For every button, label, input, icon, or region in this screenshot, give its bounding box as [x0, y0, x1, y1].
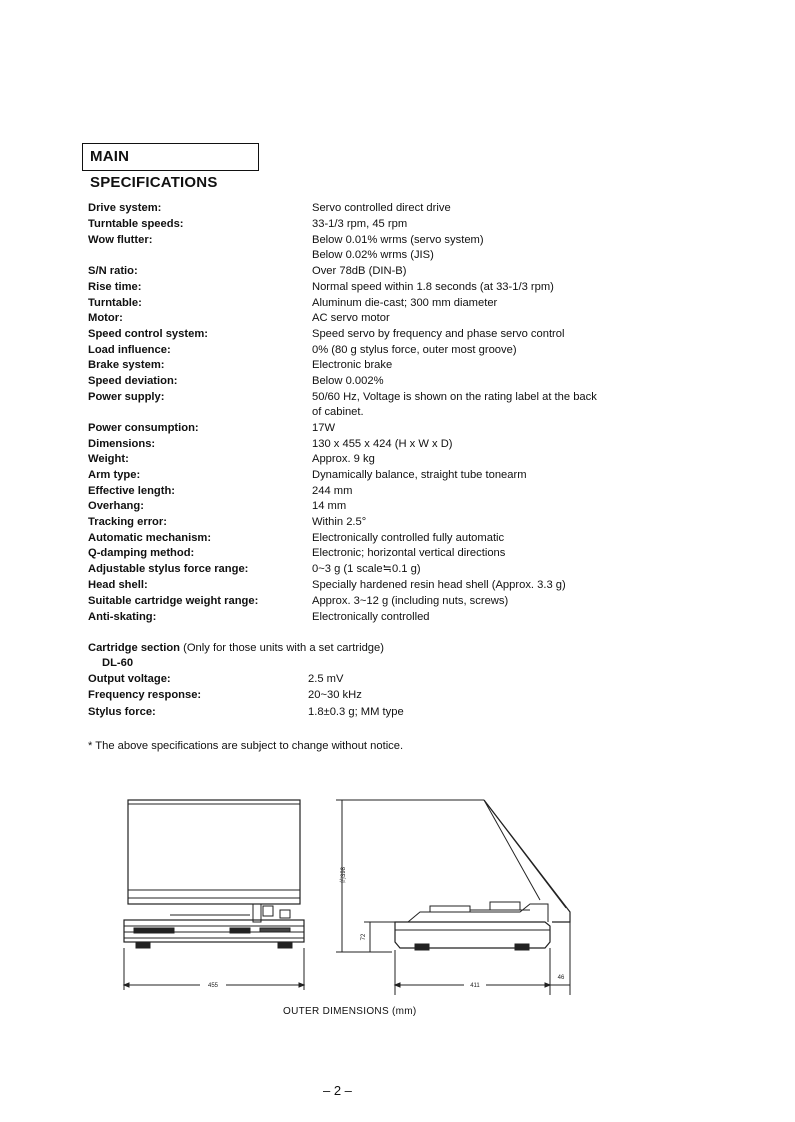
spec-label: Power supply:	[88, 391, 165, 403]
spec-label: Overhang:	[88, 500, 144, 512]
disclaimer-note: * The above specifications are subject to change without notice.	[88, 740, 404, 752]
spec-value: Dynamically balance, straight tube tonearm	[312, 469, 527, 481]
spec-value: 130 x 455 x 424 (H x W x D)	[312, 438, 453, 450]
spec-value: Over 78dB (DIN-B)	[312, 265, 407, 277]
page-number: – 2 –	[323, 1083, 352, 1098]
spec-label: Turntable:	[88, 297, 142, 309]
cartridge-heading-note: (Only for those units with a set cartridge)	[183, 642, 384, 654]
spec-label: Wow flutter:	[88, 234, 153, 246]
spec-value: Servo controlled direct drive	[312, 202, 451, 214]
figure-caption: OUTER DIMENSIONS (mm)	[283, 1006, 417, 1017]
height-dimension-label: 72	[361, 933, 367, 941]
spec-value: Normal speed within 1.8 seconds (at 33-1/3 rpm)	[312, 281, 554, 293]
spec-value: Below 0.002%	[312, 375, 384, 387]
spec-label: Rise time:	[88, 281, 142, 293]
spec-label: Anti-skating:	[88, 611, 157, 623]
spec-value: 244 mm	[312, 485, 353, 497]
lid-overhang-dimension-label: 46	[557, 975, 565, 981]
spec-value: 0~3 g (1 scale≒0.1 g)	[312, 563, 421, 575]
spec-label: S/N ratio:	[88, 265, 138, 277]
spec-label: Power consumption:	[88, 422, 199, 434]
spec-value: Within 2.5°	[312, 516, 367, 528]
spec-label: Brake system:	[88, 359, 165, 371]
spec-label: Effective length:	[88, 485, 176, 497]
spec-value: 2.5 mV	[308, 673, 344, 685]
spec-value: Electronic brake	[312, 359, 393, 371]
spec-value: 50/60 Hz, Voltage is shown on the rating label at the back	[312, 391, 597, 403]
side-view-drawing	[336, 800, 570, 995]
spec-value: Electronically controlled fully automatic	[312, 532, 505, 544]
spec-label: Turntable speeds:	[88, 218, 184, 230]
spec-value: Electronic; horizontal vertical directions	[312, 547, 506, 559]
front-view-drawing	[124, 800, 304, 990]
spec-label: Motor:	[88, 312, 123, 324]
spec-value: Below 0.01% wrms (servo system)	[312, 234, 484, 246]
spec-value: AC servo motor	[312, 312, 390, 324]
spec-value: 20~30 kHz	[308, 689, 362, 701]
spec-value: Specially hardened resin head shell (Approx. 3.3 g)	[312, 579, 566, 591]
section-title: MAIN SPECIFICATIONS	[82, 143, 259, 171]
spec-label: Arm type:	[88, 469, 141, 481]
spec-value: Electronically controlled	[312, 611, 430, 623]
spec-value: Below 0.02% wrms (JIS)	[312, 249, 434, 261]
cartridge-model: DL-60	[102, 657, 134, 669]
spec-label: Weight:	[88, 453, 129, 465]
spec-label: Adjustable stylus force range:	[88, 563, 249, 575]
spec-label: Automatic mechanism:	[88, 532, 212, 544]
spec-label: Stylus force:	[88, 706, 156, 718]
spec-value: of cabinet.	[312, 406, 364, 418]
cartridge-heading: Cartridge section	[88, 642, 181, 654]
spec-label: Suitable cartridge weight range:	[88, 595, 259, 607]
spec-label: Load influence:	[88, 344, 171, 356]
spec-value: 0% (80 g stylus force, outer most groove)	[312, 344, 517, 356]
spec-value: Approx. 9 kg	[312, 453, 375, 465]
depth-dimension-label: 411	[470, 983, 480, 989]
spec-label: Speed control system:	[88, 328, 208, 340]
spec-label: Tracking error:	[88, 516, 167, 528]
spec-label: Speed deviation:	[88, 375, 178, 387]
spec-value: 1.8±0.3 g; MM type	[308, 706, 404, 718]
spec-value: 33-1/3 rpm, 45 rpm	[312, 218, 408, 230]
open-height-dimension-label: 約398	[341, 866, 347, 884]
spec-label: Frequency response:	[88, 689, 202, 701]
spec-label: Dimensions:	[88, 438, 156, 450]
spec-label: Drive system:	[88, 202, 162, 214]
spec-value: Aluminum die-cast; 300 mm diameter	[312, 297, 498, 309]
spec-value: Speed servo by frequency and phase servo control	[312, 328, 565, 340]
spec-value: 17W	[312, 422, 336, 434]
spec-value: Approx. 3~12 g (including nuts, screws)	[312, 595, 509, 607]
spec-label: Q-damping method:	[88, 547, 195, 559]
spec-label: Output voltage:	[88, 673, 171, 685]
spec-label: Head shell:	[88, 579, 148, 591]
spec-value: 14 mm	[312, 500, 347, 512]
width-dimension-label: 455	[207, 983, 219, 989]
